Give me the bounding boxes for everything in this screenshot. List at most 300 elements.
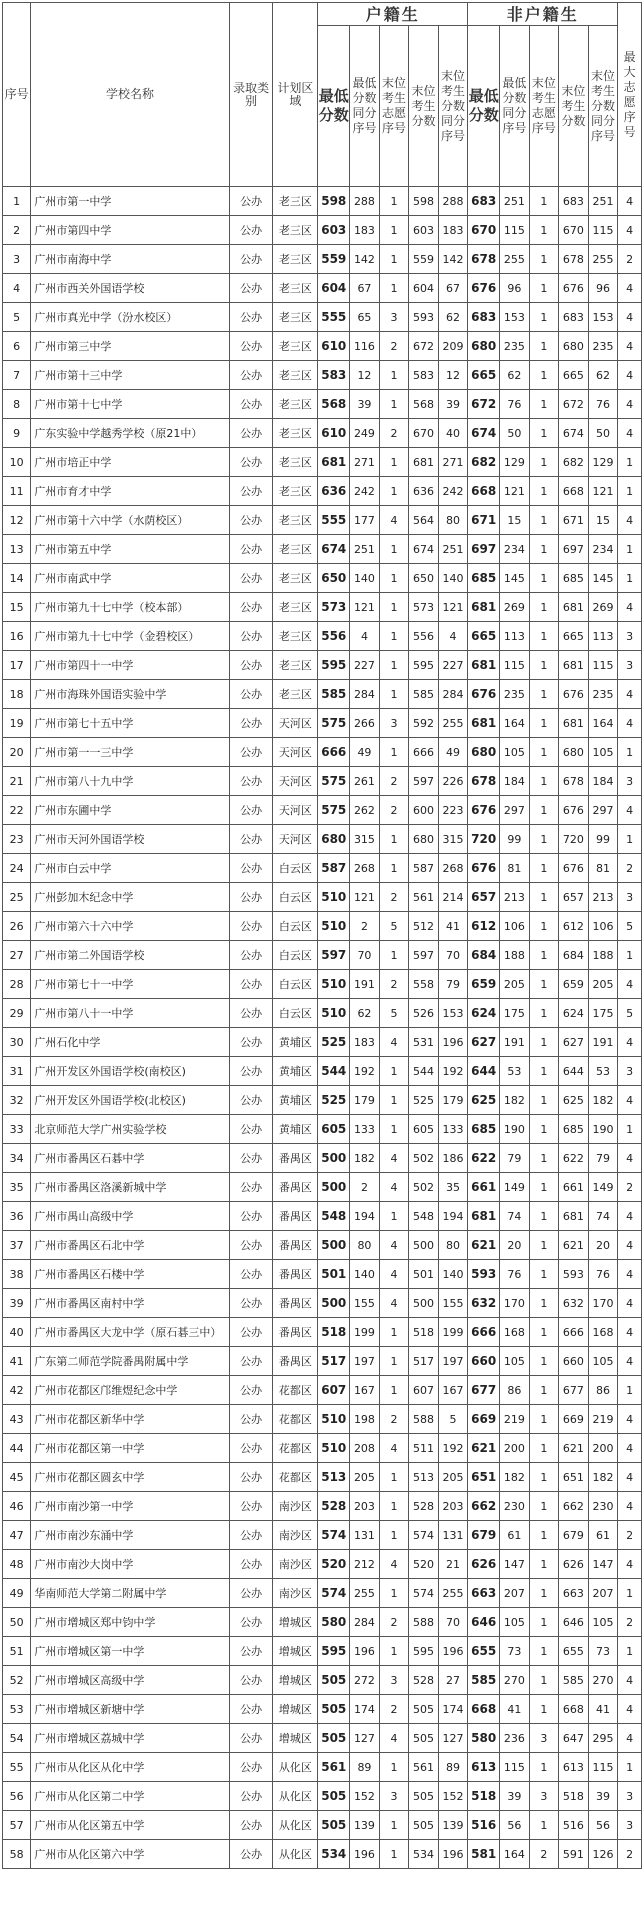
- local-same-score-rank-cell: 155: [350, 1289, 380, 1318]
- admission-type-cell: 公办: [229, 564, 273, 593]
- max-volunteer-rank-cell: 2: [618, 854, 642, 883]
- local-last-score-cell: 525: [409, 1086, 439, 1115]
- nonlocal-same-score-rank-cell: 15: [500, 506, 530, 535]
- row-index-cell: 43: [3, 1405, 31, 1434]
- nonlocal-min-score-cell: 683: [468, 303, 500, 332]
- local-min-score-cell: 573: [318, 593, 350, 622]
- local-last-score-cell: 505: [409, 1811, 439, 1840]
- admission-type-cell: 公办: [229, 767, 273, 796]
- nonlocal-last-volunteer-rank-cell: 1: [529, 854, 559, 883]
- nonlocal-last-volunteer-rank-cell: 1: [529, 1202, 559, 1231]
- local-last-same-score-rank-cell: 284: [438, 680, 468, 709]
- local-same-score-rank-cell: 268: [350, 854, 380, 883]
- nonlocal-min-score-cell: 683: [468, 187, 500, 216]
- local-last-same-score-rank-cell: 70: [438, 1608, 468, 1637]
- admission-type-cell: 公办: [229, 883, 273, 912]
- nonlocal-last-same-score-rank-cell: 255: [588, 245, 618, 274]
- row-index-cell: 1: [3, 187, 31, 216]
- school-name-cell: 广州市东圃中学: [31, 796, 229, 825]
- header-nonlocal-last-same-score-rank: 末位考生分数同分序号: [588, 26, 618, 187]
- nonlocal-last-same-score-rank-cell: 205: [588, 970, 618, 999]
- nonlocal-last-score-cell: 683: [559, 303, 589, 332]
- local-last-same-score-rank-cell: 192: [438, 1057, 468, 1086]
- local-same-score-rank-cell: 191: [350, 970, 380, 999]
- local-same-score-rank-cell: 65: [350, 303, 380, 332]
- max-volunteer-rank-cell: 4: [618, 1231, 642, 1260]
- local-min-score-cell: 568: [318, 390, 350, 419]
- local-same-score-rank-cell: 62: [350, 999, 380, 1028]
- max-volunteer-rank-cell: 1: [618, 1637, 642, 1666]
- nonlocal-min-score-cell: 662: [468, 1492, 500, 1521]
- row-index-cell: 50: [3, 1608, 31, 1637]
- table-row: [3, 245, 642, 274]
- nonlocal-last-same-score-rank-cell: 76: [588, 390, 618, 419]
- nonlocal-last-same-score-rank-cell: 15: [588, 506, 618, 535]
- nonlocal-last-volunteer-rank-cell: 1: [529, 245, 559, 274]
- local-last-volunteer-rank-cell: 1: [379, 1086, 409, 1115]
- school-name-cell: 广州市海珠外国语实验中学: [31, 680, 229, 709]
- local-min-score-cell: 517: [318, 1347, 350, 1376]
- local-last-same-score-rank-cell: 40: [438, 419, 468, 448]
- local-last-volunteer-rank-cell: 1: [379, 1463, 409, 1492]
- local-last-volunteer-rank-cell: 2: [379, 1608, 409, 1637]
- header-local-same-score-rank: 最低分数同分序号: [350, 26, 380, 187]
- row-index-cell: 47: [3, 1521, 31, 1550]
- max-volunteer-rank-cell: 4: [618, 1492, 642, 1521]
- row-index-cell: 23: [3, 825, 31, 854]
- table-row: [3, 1260, 642, 1289]
- local-min-score-cell: 534: [318, 1840, 350, 1869]
- local-last-score-cell: 666: [409, 738, 439, 767]
- row-index-cell: 39: [3, 1289, 31, 1318]
- nonlocal-last-same-score-rank-cell: 182: [588, 1463, 618, 1492]
- header-nonlocal-last-score: 末位考生分数: [559, 26, 589, 187]
- plan-area-cell: 番禺区: [273, 1231, 318, 1260]
- local-same-score-rank-cell: 133: [350, 1115, 380, 1144]
- local-same-score-rank-cell: 261: [350, 767, 380, 796]
- local-same-score-rank-cell: 49: [350, 738, 380, 767]
- local-last-volunteer-rank-cell: 4: [379, 1260, 409, 1289]
- nonlocal-same-score-rank-cell: 50: [500, 419, 530, 448]
- local-same-score-rank-cell: 121: [350, 593, 380, 622]
- nonlocal-min-score-cell: 680: [468, 738, 500, 767]
- table-row: [3, 477, 642, 506]
- local-last-volunteer-rank-cell: 3: [379, 303, 409, 332]
- row-index-cell: 33: [3, 1115, 31, 1144]
- nonlocal-last-score-cell: 681: [559, 709, 589, 738]
- table-row: [3, 1115, 642, 1144]
- local-last-same-score-rank-cell: 12: [438, 361, 468, 390]
- max-volunteer-rank-cell: 4: [618, 187, 642, 216]
- local-last-score-cell: 568: [409, 390, 439, 419]
- nonlocal-same-score-rank-cell: 200: [500, 1434, 530, 1463]
- local-last-same-score-rank-cell: 251: [438, 535, 468, 564]
- local-last-same-score-rank-cell: 227: [438, 651, 468, 680]
- local-last-same-score-rank-cell: 288: [438, 187, 468, 216]
- local-same-score-rank-cell: 116: [350, 332, 380, 361]
- local-last-score-cell: 531: [409, 1028, 439, 1057]
- local-last-same-score-rank-cell: 203: [438, 1492, 468, 1521]
- nonlocal-last-volunteer-rank-cell: 1: [529, 303, 559, 332]
- nonlocal-min-score-cell: 668: [468, 1695, 500, 1724]
- nonlocal-same-score-rank-cell: 188: [500, 941, 530, 970]
- table-row: [3, 883, 642, 912]
- nonlocal-last-score-cell: 679: [559, 1521, 589, 1550]
- local-last-same-score-rank-cell: 199: [438, 1318, 468, 1347]
- school-name-cell: 广东实验中学越秀学校（原21中）: [31, 419, 229, 448]
- admission-type-cell: 公办: [229, 1579, 273, 1608]
- nonlocal-last-same-score-rank-cell: 73: [588, 1637, 618, 1666]
- plan-area-cell: 黄埔区: [273, 1028, 318, 1057]
- nonlocal-last-same-score-rank-cell: 251: [588, 187, 618, 216]
- nonlocal-same-score-rank-cell: 234: [500, 535, 530, 564]
- nonlocal-last-volunteer-rank-cell: 1: [529, 1492, 559, 1521]
- nonlocal-same-score-rank-cell: 73: [500, 1637, 530, 1666]
- admission-score-table: [2, 2, 642, 1869]
- local-last-volunteer-rank-cell: 2: [379, 970, 409, 999]
- header-school-name: 学校名称: [31, 3, 229, 187]
- local-last-same-score-rank-cell: 315: [438, 825, 468, 854]
- local-last-score-cell: 517: [409, 1347, 439, 1376]
- max-volunteer-rank-cell: 4: [618, 1202, 642, 1231]
- school-name-cell: 广州市南武中学: [31, 564, 229, 593]
- plan-area-cell: 老三区: [273, 651, 318, 680]
- row-index-cell: 28: [3, 970, 31, 999]
- nonlocal-last-score-cell: 676: [559, 274, 589, 303]
- nonlocal-last-same-score-rank-cell: 41: [588, 1695, 618, 1724]
- local-last-score-cell: 574: [409, 1579, 439, 1608]
- row-index-cell: 16: [3, 622, 31, 651]
- nonlocal-same-score-rank-cell: 219: [500, 1405, 530, 1434]
- row-index-cell: 21: [3, 767, 31, 796]
- local-last-volunteer-rank-cell: 1: [379, 1115, 409, 1144]
- nonlocal-min-score-cell: 661: [468, 1173, 500, 1202]
- local-same-score-rank-cell: 284: [350, 1608, 380, 1637]
- school-name-cell: 广州市第七十一中学: [31, 970, 229, 999]
- max-volunteer-rank-cell: 5: [618, 999, 642, 1028]
- local-same-score-rank-cell: 272: [350, 1666, 380, 1695]
- table-row: [3, 1579, 642, 1608]
- local-min-score-cell: 610: [318, 419, 350, 448]
- nonlocal-min-score-cell: 678: [468, 245, 500, 274]
- nonlocal-min-score-cell: 685: [468, 1115, 500, 1144]
- plan-area-cell: 增城区: [273, 1695, 318, 1724]
- plan-area-cell: 增城区: [273, 1637, 318, 1666]
- admission-type-cell: 公办: [229, 1347, 273, 1376]
- nonlocal-last-volunteer-rank-cell: 1: [529, 825, 559, 854]
- nonlocal-same-score-rank-cell: 270: [500, 1666, 530, 1695]
- nonlocal-last-score-cell: 680: [559, 738, 589, 767]
- row-index-cell: 7: [3, 361, 31, 390]
- header-admission-type: 录取类别: [229, 3, 273, 187]
- table-row: [3, 303, 642, 332]
- admission-type-cell: 公办: [229, 709, 273, 738]
- table-row: [3, 506, 642, 535]
- nonlocal-last-same-score-rank-cell: 105: [588, 1347, 618, 1376]
- nonlocal-last-same-score-rank-cell: 191: [588, 1028, 618, 1057]
- row-index-cell: 5: [3, 303, 31, 332]
- admission-type-cell: 公办: [229, 1492, 273, 1521]
- admission-type-cell: 公办: [229, 1695, 273, 1724]
- local-last-same-score-rank-cell: 214: [438, 883, 468, 912]
- nonlocal-last-score-cell: 659: [559, 970, 589, 999]
- school-name-cell: 广州市西关外国语学校: [31, 274, 229, 303]
- admission-type-cell: 公办: [229, 477, 273, 506]
- local-min-score-cell: 548: [318, 1202, 350, 1231]
- nonlocal-last-score-cell: 720: [559, 825, 589, 854]
- table-row: [3, 680, 642, 709]
- nonlocal-last-volunteer-rank-cell: 1: [529, 1521, 559, 1550]
- admission-type-cell: 公办: [229, 651, 273, 680]
- plan-area-cell: 老三区: [273, 187, 318, 216]
- school-name-cell: 广州市番禺区南村中学: [31, 1289, 229, 1318]
- local-min-score-cell: 505: [318, 1695, 350, 1724]
- plan-area-cell: 番禺区: [273, 1289, 318, 1318]
- local-same-score-rank-cell: 131: [350, 1521, 380, 1550]
- nonlocal-min-score-cell: 674: [468, 419, 500, 448]
- plan-area-cell: 黄埔区: [273, 1057, 318, 1086]
- nonlocal-min-score-cell: 585: [468, 1666, 500, 1695]
- nonlocal-same-score-rank-cell: 153: [500, 303, 530, 332]
- local-last-same-score-rank-cell: 192: [438, 1434, 468, 1463]
- nonlocal-same-score-rank-cell: 149: [500, 1173, 530, 1202]
- nonlocal-same-score-rank-cell: 236: [500, 1724, 530, 1753]
- table-row: [3, 1550, 642, 1579]
- local-last-same-score-rank-cell: 209: [438, 332, 468, 361]
- nonlocal-last-score-cell: 644: [559, 1057, 589, 1086]
- nonlocal-same-score-rank-cell: 53: [500, 1057, 530, 1086]
- local-last-same-score-rank-cell: 196: [438, 1028, 468, 1057]
- school-name-cell: 广州市增城区荔城中学: [31, 1724, 229, 1753]
- local-last-volunteer-rank-cell: 4: [379, 1434, 409, 1463]
- local-same-score-rank-cell: 121: [350, 883, 380, 912]
- nonlocal-same-score-rank-cell: 61: [500, 1521, 530, 1550]
- local-last-score-cell: 573: [409, 593, 439, 622]
- local-last-same-score-rank-cell: 268: [438, 854, 468, 883]
- nonlocal-min-score-cell: 720: [468, 825, 500, 854]
- local-last-score-cell: 574: [409, 1521, 439, 1550]
- local-last-volunteer-rank-cell: 1: [379, 1057, 409, 1086]
- local-same-score-rank-cell: 192: [350, 1057, 380, 1086]
- plan-area-cell: 番禺区: [273, 1347, 318, 1376]
- nonlocal-last-score-cell: 674: [559, 419, 589, 448]
- max-volunteer-rank-cell: 4: [618, 506, 642, 535]
- admission-type-cell: 公办: [229, 1289, 273, 1318]
- nonlocal-same-score-rank-cell: 230: [500, 1492, 530, 1521]
- nonlocal-last-same-score-rank-cell: 182: [588, 1086, 618, 1115]
- nonlocal-same-score-rank-cell: 251: [500, 187, 530, 216]
- nonlocal-last-volunteer-rank-cell: 1: [529, 1637, 559, 1666]
- table-row: [3, 535, 642, 564]
- local-last-volunteer-rank-cell: 1: [379, 854, 409, 883]
- school-name-cell: 广州市南海中学: [31, 245, 229, 274]
- local-last-same-score-rank-cell: 21: [438, 1550, 468, 1579]
- plan-area-cell: 老三区: [273, 622, 318, 651]
- admission-type-cell: 公办: [229, 1753, 273, 1782]
- header-nonlocal-students: 非户籍生: [468, 3, 618, 26]
- table-row: [3, 1173, 642, 1202]
- local-min-score-cell: 561: [318, 1753, 350, 1782]
- nonlocal-min-score-cell: 622: [468, 1144, 500, 1173]
- nonlocal-last-same-score-rank-cell: 207: [588, 1579, 618, 1608]
- nonlocal-min-score-cell: 671: [468, 506, 500, 535]
- local-same-score-rank-cell: 183: [350, 216, 380, 245]
- row-index-cell: 48: [3, 1550, 31, 1579]
- local-last-same-score-rank-cell: 140: [438, 564, 468, 593]
- local-min-score-cell: 555: [318, 303, 350, 332]
- max-volunteer-rank-cell: 3: [618, 622, 642, 651]
- nonlocal-last-score-cell: 676: [559, 854, 589, 883]
- max-volunteer-rank-cell: 1: [618, 1579, 642, 1608]
- local-last-same-score-rank-cell: 121: [438, 593, 468, 622]
- nonlocal-last-same-score-rank-cell: 295: [588, 1724, 618, 1753]
- table-row: [3, 941, 642, 970]
- max-volunteer-rank-cell: 4: [618, 680, 642, 709]
- table-row: [3, 448, 642, 477]
- max-volunteer-rank-cell: 1: [618, 1753, 642, 1782]
- nonlocal-last-volunteer-rank-cell: 1: [529, 274, 559, 303]
- max-volunteer-rank-cell: 2: [618, 1608, 642, 1637]
- local-min-score-cell: 500: [318, 1144, 350, 1173]
- local-last-score-cell: 511: [409, 1434, 439, 1463]
- nonlocal-last-volunteer-rank-cell: 1: [529, 1289, 559, 1318]
- row-index-cell: 20: [3, 738, 31, 767]
- nonlocal-last-volunteer-rank-cell: 1: [529, 651, 559, 680]
- local-same-score-rank-cell: 39: [350, 390, 380, 419]
- nonlocal-last-same-score-rank-cell: 297: [588, 796, 618, 825]
- school-name-cell: 广州彭加木纪念中学: [31, 883, 229, 912]
- nonlocal-same-score-rank-cell: 145: [500, 564, 530, 593]
- school-name-cell: 广州开发区外国语学校(北校区): [31, 1086, 229, 1115]
- school-name-cell: 广州市从化区第二中学: [31, 1782, 229, 1811]
- max-volunteer-rank-cell: 1: [618, 1115, 642, 1144]
- header-local-last-score: 末位考生分数: [409, 26, 439, 187]
- plan-area-cell: 白云区: [273, 970, 318, 999]
- local-last-score-cell: 597: [409, 941, 439, 970]
- local-last-same-score-rank-cell: 127: [438, 1724, 468, 1753]
- nonlocal-same-score-rank-cell: 147: [500, 1550, 530, 1579]
- nonlocal-last-same-score-rank-cell: 121: [588, 477, 618, 506]
- table-row: [3, 390, 642, 419]
- local-last-same-score-rank-cell: 167: [438, 1376, 468, 1405]
- nonlocal-min-score-cell: 665: [468, 361, 500, 390]
- nonlocal-same-score-rank-cell: 62: [500, 361, 530, 390]
- nonlocal-last-same-score-rank-cell: 190: [588, 1115, 618, 1144]
- nonlocal-min-score-cell: 681: [468, 651, 500, 680]
- admission-type-cell: 公办: [229, 796, 273, 825]
- max-volunteer-rank-cell: 4: [618, 419, 642, 448]
- row-index-cell: 10: [3, 448, 31, 477]
- school-name-cell: 广州市第一中学: [31, 187, 229, 216]
- local-last-volunteer-rank-cell: 1: [379, 651, 409, 680]
- nonlocal-last-volunteer-rank-cell: 1: [529, 1608, 559, 1637]
- plan-area-cell: 老三区: [273, 477, 318, 506]
- row-index-cell: 57: [3, 1811, 31, 1840]
- admission-type-cell: 公办: [229, 622, 273, 651]
- local-last-volunteer-rank-cell: 1: [379, 245, 409, 274]
- max-volunteer-rank-cell: 2: [618, 1521, 642, 1550]
- nonlocal-same-score-rank-cell: 297: [500, 796, 530, 825]
- max-volunteer-rank-cell: 4: [618, 1724, 642, 1753]
- nonlocal-last-volunteer-rank-cell: 1: [529, 796, 559, 825]
- school-name-cell: 广州市花都区邝维煜纪念中学: [31, 1376, 229, 1405]
- nonlocal-last-volunteer-rank-cell: 2: [529, 1840, 559, 1869]
- nonlocal-last-same-score-rank-cell: 147: [588, 1550, 618, 1579]
- admission-type-cell: 公办: [229, 1637, 273, 1666]
- nonlocal-last-volunteer-rank-cell: 1: [529, 1347, 559, 1376]
- local-last-same-score-rank-cell: 142: [438, 245, 468, 274]
- local-same-score-rank-cell: 12: [350, 361, 380, 390]
- table-row: [3, 1347, 642, 1376]
- admission-type-cell: 公办: [229, 274, 273, 303]
- nonlocal-last-volunteer-rank-cell: 1: [529, 1405, 559, 1434]
- max-volunteer-rank-cell: 4: [618, 1695, 642, 1724]
- nonlocal-last-same-score-rank-cell: 115: [588, 651, 618, 680]
- max-volunteer-rank-cell: 1: [618, 1376, 642, 1405]
- local-same-score-rank-cell: 208: [350, 1434, 380, 1463]
- table-row: [3, 1637, 642, 1666]
- admission-type-cell: 公办: [229, 1144, 273, 1173]
- local-min-score-cell: 500: [318, 1289, 350, 1318]
- nonlocal-same-score-rank-cell: 175: [500, 999, 530, 1028]
- nonlocal-last-same-score-rank-cell: 61: [588, 1521, 618, 1550]
- nonlocal-last-score-cell: 516: [559, 1811, 589, 1840]
- row-index-cell: 53: [3, 1695, 31, 1724]
- local-last-score-cell: 558: [409, 970, 439, 999]
- school-name-cell: 北京师范大学广州实验学校: [31, 1115, 229, 1144]
- school-name-cell: 广州市从化区从化中学: [31, 1753, 229, 1782]
- row-index-cell: 51: [3, 1637, 31, 1666]
- local-same-score-rank-cell: 179: [350, 1086, 380, 1115]
- nonlocal-last-same-score-rank-cell: 145: [588, 564, 618, 593]
- plan-area-cell: 增城区: [273, 1724, 318, 1753]
- local-min-score-cell: 500: [318, 1173, 350, 1202]
- max-volunteer-rank-cell: 3: [618, 767, 642, 796]
- school-name-cell: 广州市真光中学（汾水校区）: [31, 303, 229, 332]
- max-volunteer-rank-cell: 4: [618, 1260, 642, 1289]
- nonlocal-last-score-cell: 671: [559, 506, 589, 535]
- nonlocal-min-score-cell: 681: [468, 1202, 500, 1231]
- nonlocal-last-same-score-rank-cell: 105: [588, 738, 618, 767]
- nonlocal-min-score-cell: 624: [468, 999, 500, 1028]
- admission-type-cell: 公办: [229, 1057, 273, 1086]
- local-last-score-cell: 501: [409, 1260, 439, 1289]
- nonlocal-same-score-rank-cell: 182: [500, 1086, 530, 1115]
- nonlocal-last-same-score-rank-cell: 164: [588, 709, 618, 738]
- local-last-score-cell: 513: [409, 1463, 439, 1492]
- nonlocal-same-score-rank-cell: 41: [500, 1695, 530, 1724]
- row-index-cell: 41: [3, 1347, 31, 1376]
- school-name-cell: 广州市南沙东涌中学: [31, 1521, 229, 1550]
- nonlocal-last-same-score-rank-cell: 81: [588, 854, 618, 883]
- local-last-score-cell: 544: [409, 1057, 439, 1086]
- plan-area-cell: 从化区: [273, 1782, 318, 1811]
- table-row: [3, 1289, 642, 1318]
- max-volunteer-rank-cell: 4: [618, 1666, 642, 1695]
- local-same-score-rank-cell: 227: [350, 651, 380, 680]
- nonlocal-last-score-cell: 677: [559, 1376, 589, 1405]
- school-name-cell: 广州石化中学: [31, 1028, 229, 1057]
- nonlocal-last-volunteer-rank-cell: 1: [529, 1753, 559, 1782]
- nonlocal-last-score-cell: 685: [559, 564, 589, 593]
- nonlocal-same-score-rank-cell: 235: [500, 332, 530, 361]
- nonlocal-min-score-cell: 593: [468, 1260, 500, 1289]
- row-index-cell: 18: [3, 680, 31, 709]
- nonlocal-last-score-cell: 646: [559, 1608, 589, 1637]
- local-last-score-cell: 597: [409, 767, 439, 796]
- local-last-same-score-rank-cell: 80: [438, 506, 468, 535]
- nonlocal-last-volunteer-rank-cell: 1: [529, 1260, 559, 1289]
